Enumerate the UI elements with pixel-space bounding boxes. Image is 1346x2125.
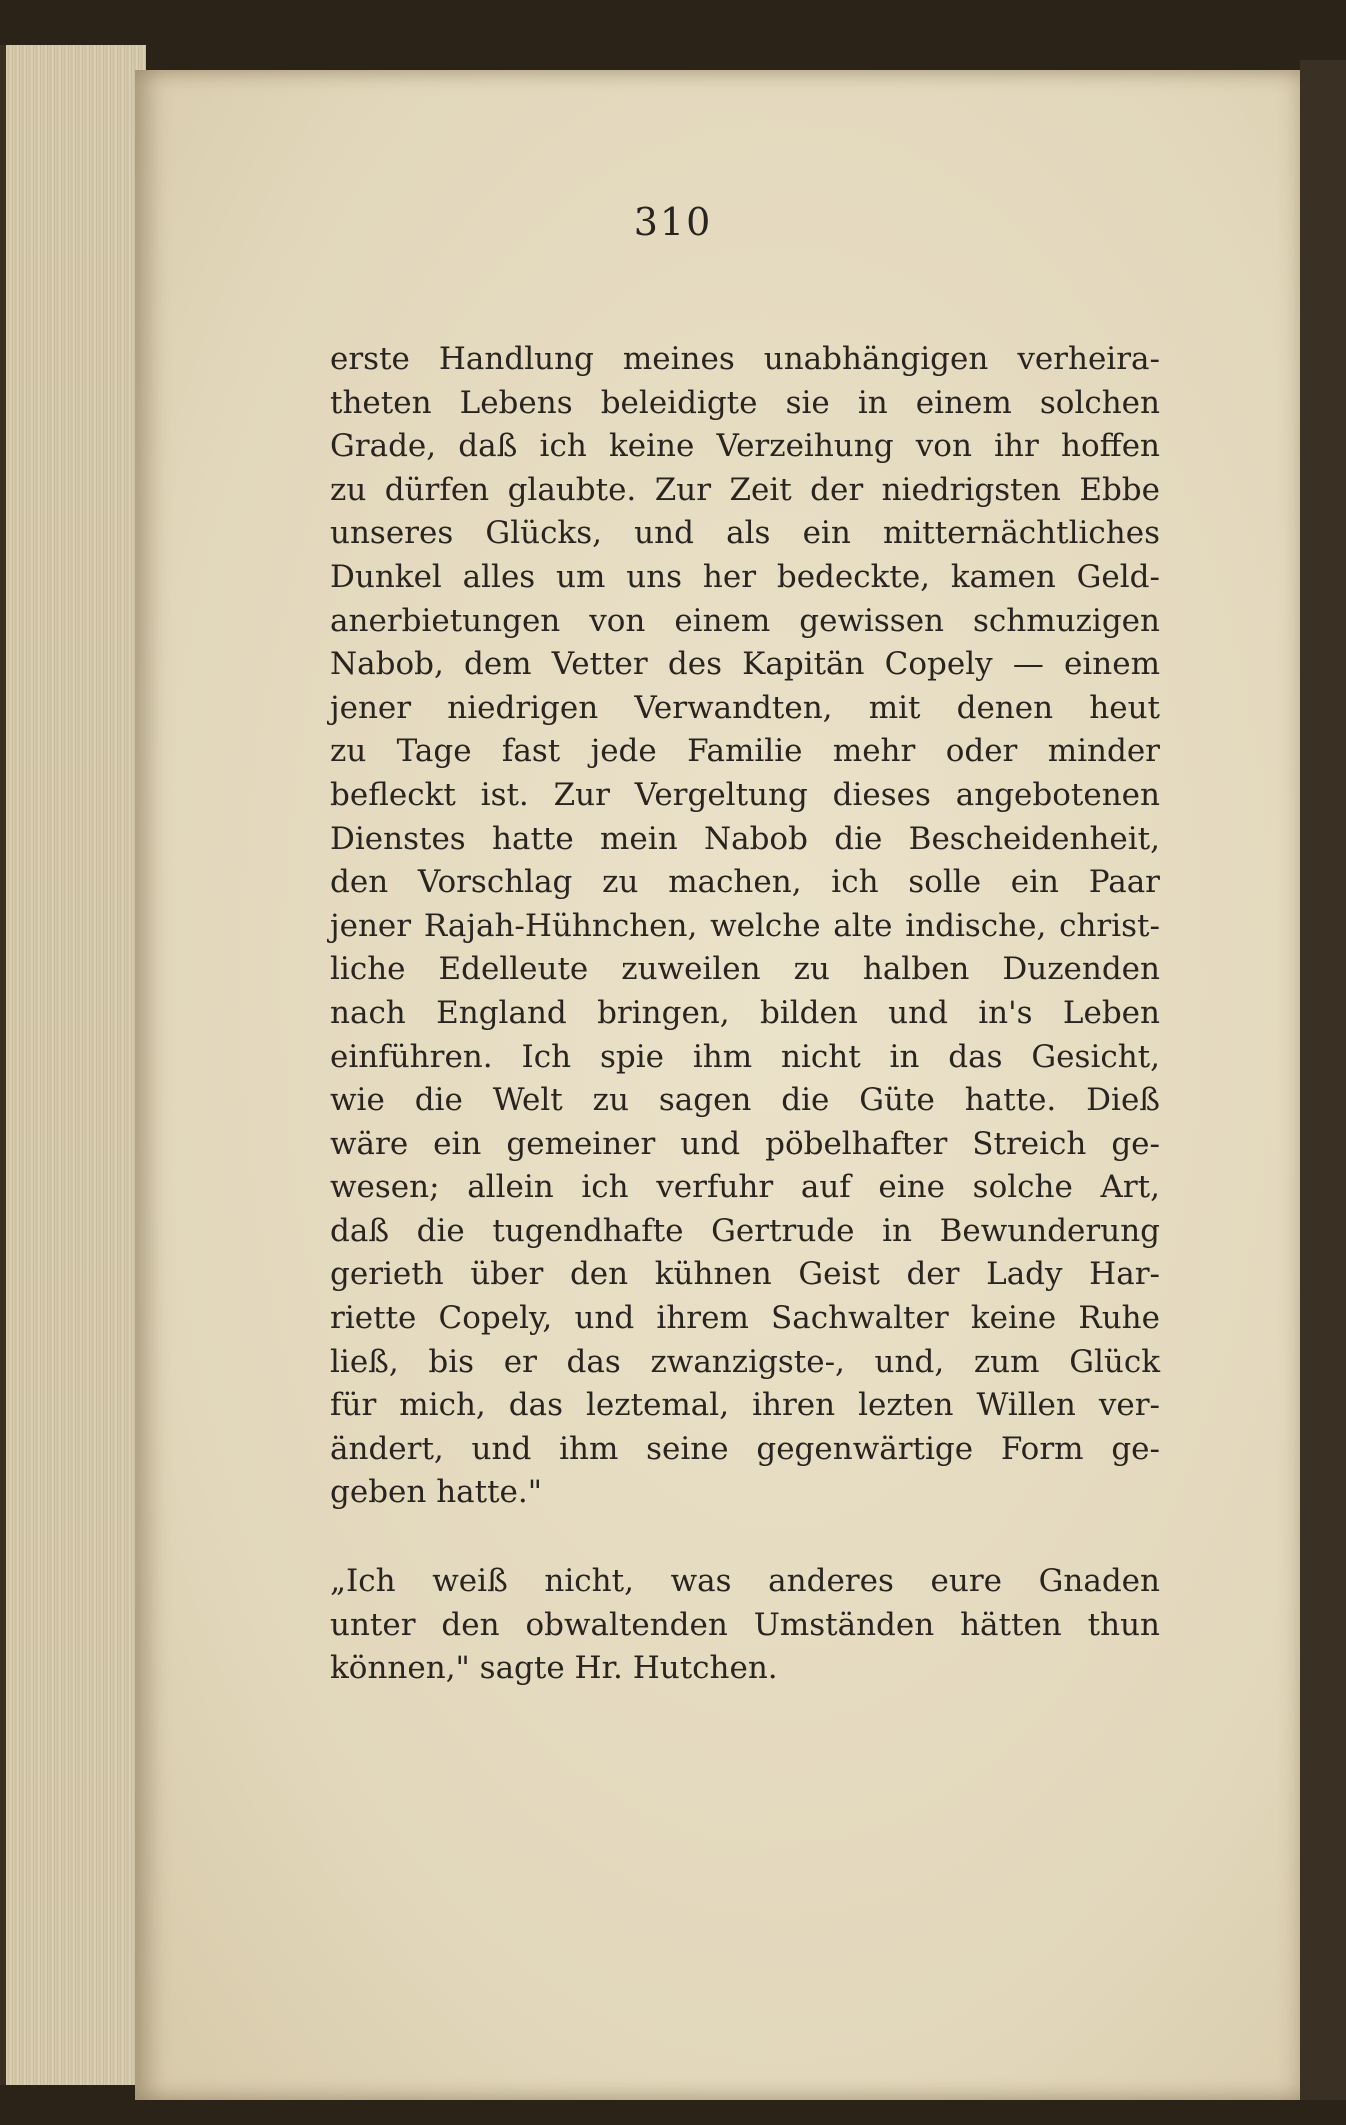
text-line: jener niedrigen Verwandten, mit denen heut — [330, 689, 1160, 726]
text-line: wie die Welt zu sagen die Güte hatte. Dieß — [330, 1082, 1160, 1119]
text-line: nach England bringen, bilden und in's Leben — [330, 994, 1160, 1031]
text-line: unter den obwaltenden Umständen hätten thun — [330, 1606, 1160, 1643]
binding-edge — [1300, 60, 1346, 2100]
text-line: wesen; allein ich verfuhr auf eine solche Art, — [330, 1169, 1160, 1206]
text-line: für mich, das leztemal, ihren lezten Willen ver- — [330, 1387, 1160, 1424]
text-line: Dunkel alles um uns her bedeckte, kamen Geld- — [330, 558, 1160, 595]
paragraph-gap — [330, 1515, 1160, 1560]
body-text — [330, 338, 1160, 1691]
text-line: zu dürfen glaubte. Zur Zeit der niedrigsten Ebbe — [330, 471, 1160, 508]
text-line: den Vorschlag zu machen, ich solle ein Paar — [330, 864, 1160, 901]
text-line: gerieth über den kühnen Geist der Lady Har- — [330, 1256, 1160, 1293]
text-line: ändert, und ihm seine gegenwärtige Form ge- — [330, 1430, 1160, 1467]
text-line: unseres Glücks, und als ein mitternächtliches — [330, 515, 1160, 552]
page-edges — [0, 45, 146, 2085]
text-line: Dienstes hatte mein Nabob die Bescheidenheit, — [330, 820, 1160, 857]
text-line: anerbietungen von einem gewissen schmuzigen — [330, 602, 1160, 639]
text-line: ließ, bis er das zwanzigste-, und, zum Glück — [330, 1343, 1160, 1380]
text-line: zu Tage fast jede Familie mehr oder minder — [330, 733, 1160, 770]
text-line: können," sagte Hr. Hutchen. — [330, 1650, 778, 1687]
text-line: jener Rajah-Hühnchen, welche alte indische, christ- — [330, 907, 1160, 944]
text-line: liche Edelleute zuweilen zu halben Duzenden — [330, 951, 1160, 988]
paragraph-2 — [330, 1560, 1160, 1691]
text-line: wäre ein gemeiner und pöbelhafter Streich ge- — [330, 1125, 1160, 1162]
text-line: einführen. Ich spie ihm nicht in das Gesicht, — [330, 1038, 1160, 1075]
text-line: Nabob, dem Vetter des Kapitän Copely — einem — [330, 646, 1160, 683]
text-line: befleckt ist. Zur Vergeltung dieses angebotenen — [330, 776, 1160, 813]
paragraph-1 — [330, 338, 1160, 1515]
text-line: riette Copely, und ihrem Sachwalter keine Ruhe — [330, 1300, 1160, 1337]
text-line: theten Lebens beleidigte sie in einem solchen — [330, 384, 1160, 421]
text-line: erste Handlung meines unabhängigen verheira- — [330, 341, 1160, 377]
text-line: „Ich weiß nicht, was anderes eure Gnaden — [330, 1563, 1160, 1600]
text-line: Grade, daß ich keine Verzeihung von ihr hoffen — [330, 428, 1160, 465]
text-line: daß die tugendhafte Gertrude in Bewunderung — [330, 1212, 1160, 1249]
text-line: geben hatte." — [330, 1474, 543, 1511]
page-number: 310 — [633, 200, 713, 244]
